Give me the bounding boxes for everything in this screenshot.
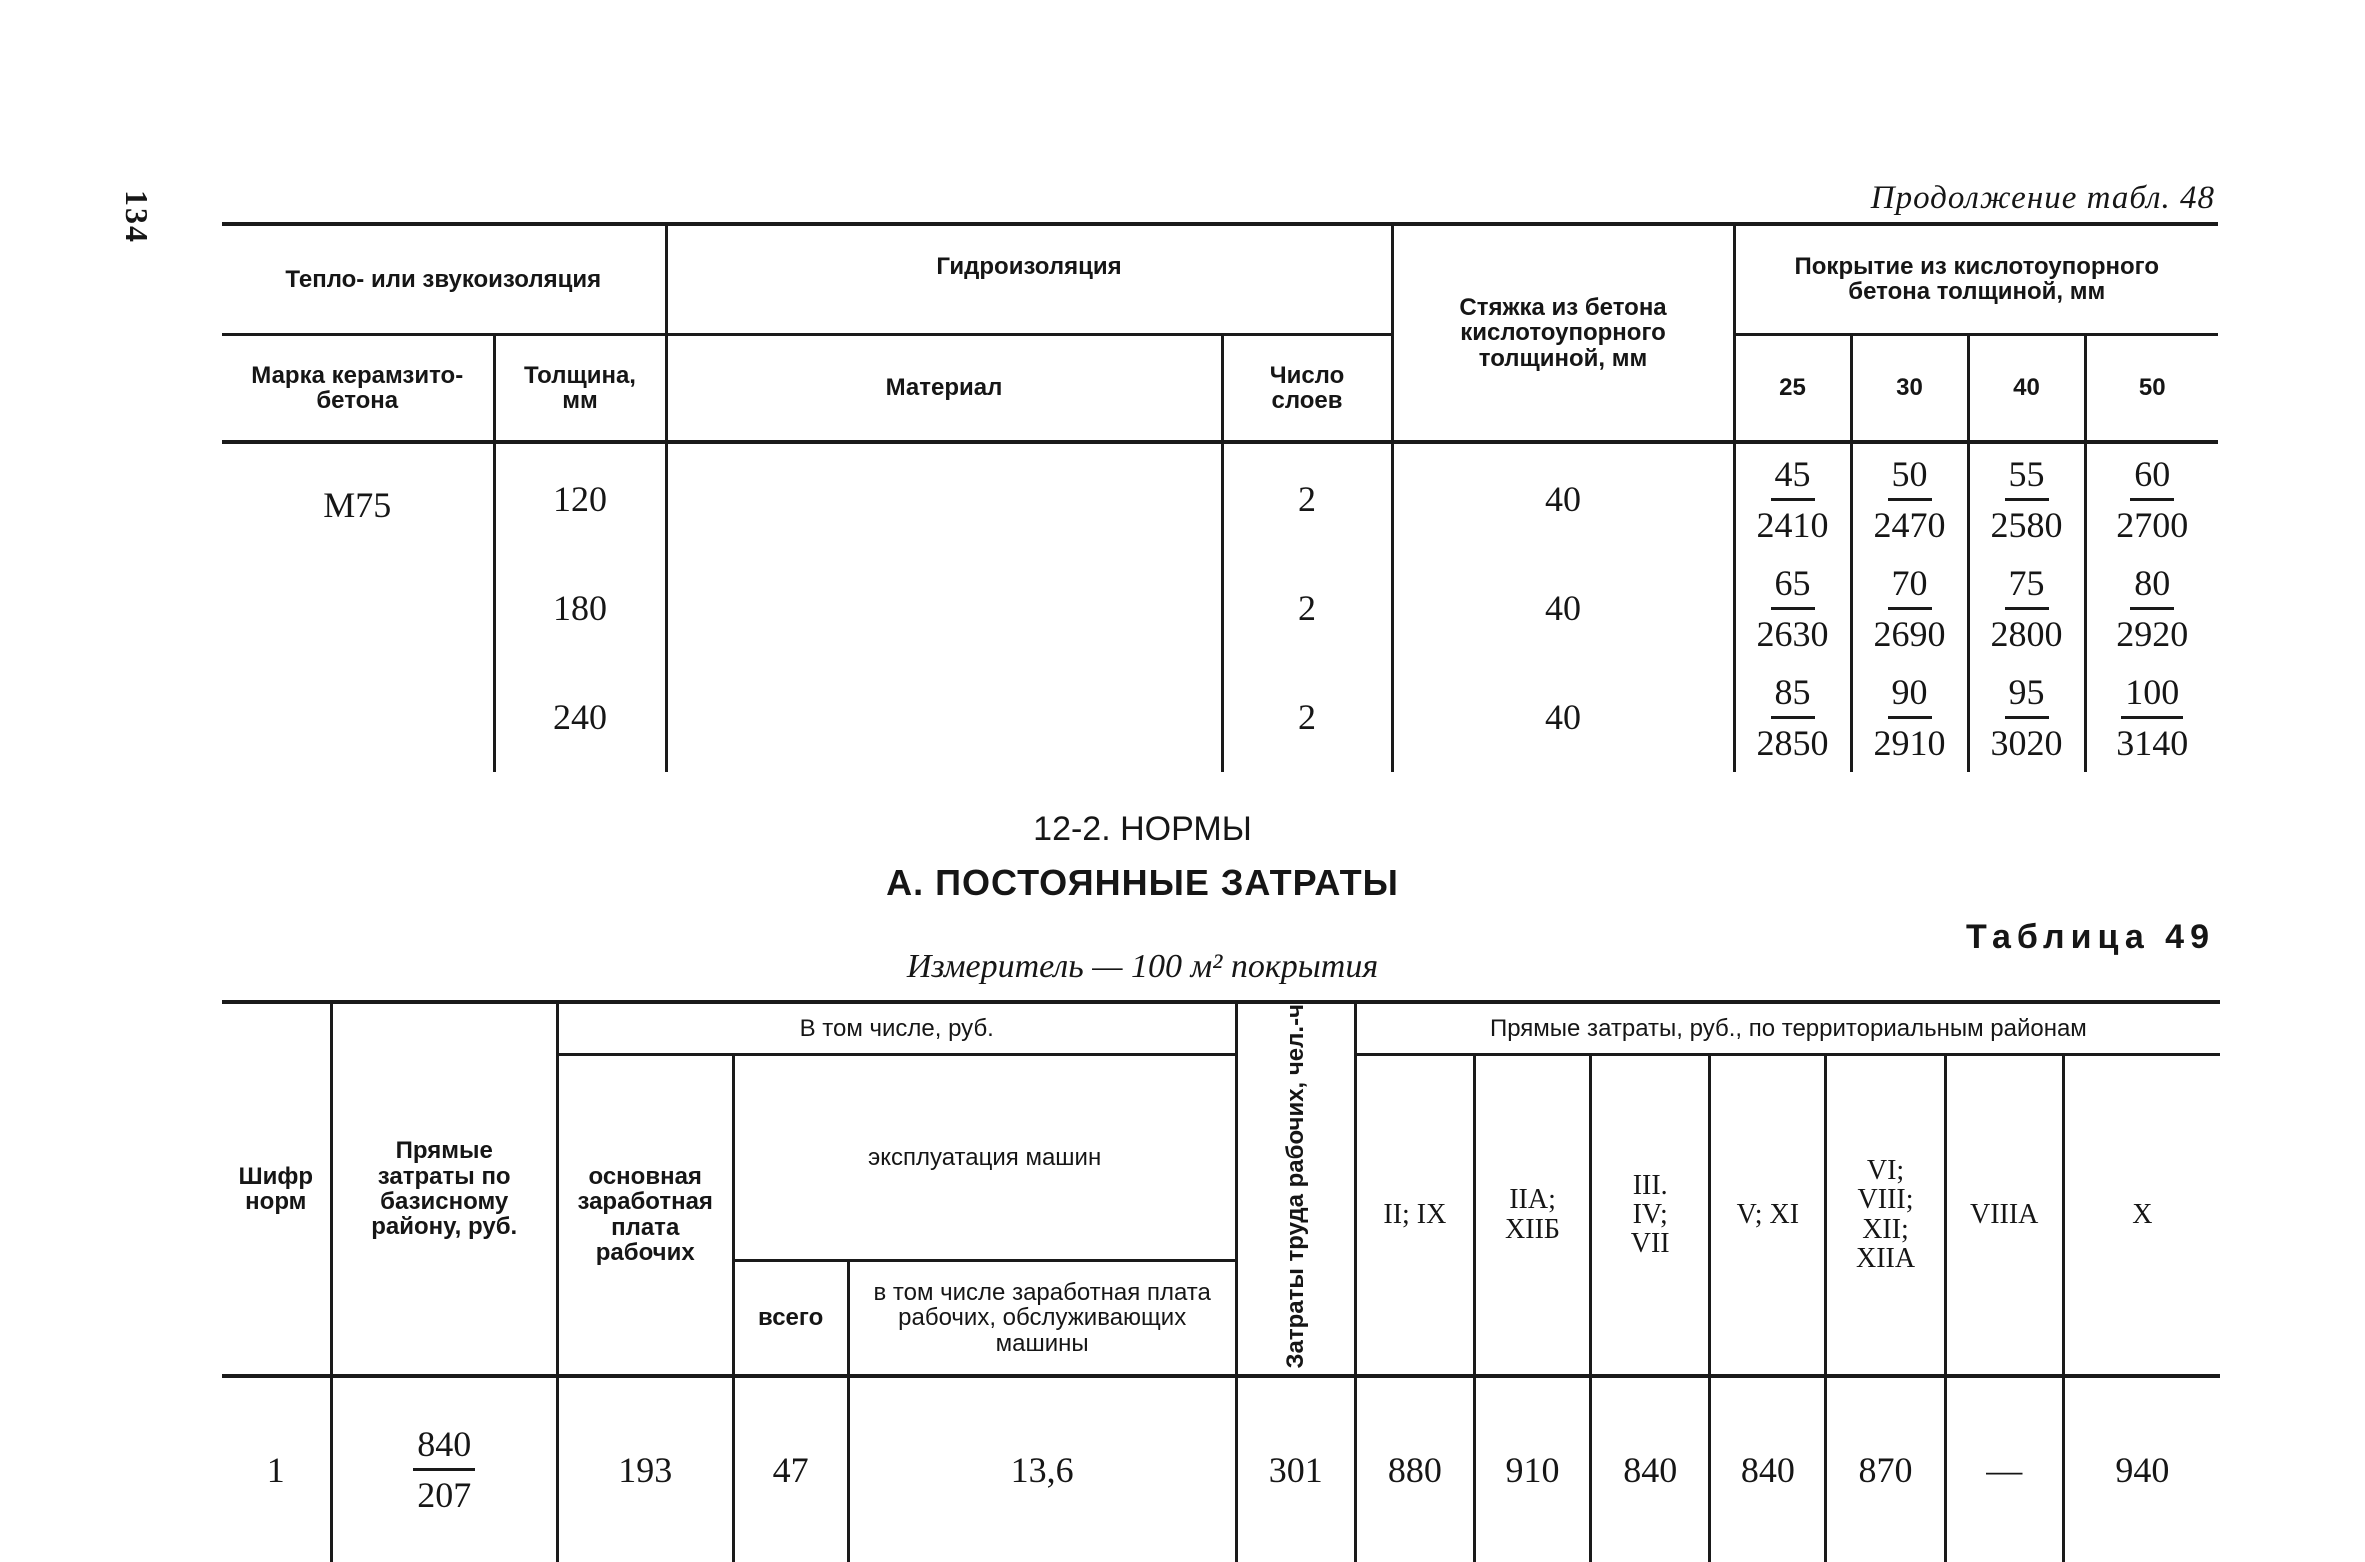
header-cover-thickness: 30 (1851, 334, 1968, 442)
header-cover-thickness: 40 (1968, 334, 2085, 442)
table-label: Таблица 49 (1966, 918, 2215, 956)
section-title: 12-2. НОРМЫ (1033, 810, 1252, 848)
header-region: VI; VIII; XII; XIIА (1826, 1054, 1945, 1376)
fraction-denominator: 2470 (1873, 504, 1946, 545)
header-code: Шифр норм (222, 1002, 331, 1376)
cover-cell (2085, 554, 2218, 662)
regional-cost-cell: 870 (1826, 1376, 1945, 1562)
thickness-cell: 180 (494, 554, 666, 662)
material-cell (666, 442, 1222, 772)
regional-cost-cell: 910 (1474, 1376, 1590, 1562)
fraction-numerator: 55 (2005, 456, 2049, 501)
header-wage: основная заработная плата рабочих (557, 1054, 733, 1376)
header-region: II; IX (1355, 1054, 1474, 1376)
fraction-numerator: 100 (2121, 674, 2183, 719)
fraction-denominator: 2700 (2116, 504, 2189, 545)
layers-cell: 2 (1222, 554, 1392, 662)
fraction-denominator: 2690 (1873, 613, 1946, 654)
cover-cell (1734, 662, 1851, 772)
fraction-numerator: 80 (2130, 565, 2174, 610)
header-machines: эксплуатация машин (733, 1054, 1236, 1261)
header-material: Материал (666, 334, 1222, 442)
table-row (222, 1376, 2220, 1562)
header-machines-total: всего (733, 1261, 848, 1376)
header-machine-wage: в том числе заработная плата рабочих, обслуживающих машины (848, 1261, 1236, 1376)
header-including: В том числе, руб. (557, 1002, 1236, 1054)
machine-wage-cell: 13,6 (848, 1376, 1236, 1562)
header-thickness: Толщина, мм (494, 334, 666, 442)
header-region: IIА; XIIБ (1474, 1054, 1590, 1376)
regional-cost-cell: — (1945, 1376, 2063, 1562)
page-number: 134 (119, 190, 155, 244)
fraction-numerator: 95 (2005, 674, 2049, 719)
header-direct-costs: Прямые затраты по базисному району, руб. (331, 1002, 557, 1376)
fraction-denominator: 2800 (1990, 613, 2063, 654)
thickness-cell: 120 (494, 442, 666, 554)
fraction-numerator: 45 (1771, 456, 1815, 501)
header-region: VIIIА (1945, 1054, 2063, 1376)
table-continuation-caption: Продолжение табл. 48 (1870, 180, 2215, 216)
fraction-denominator: 2580 (1990, 504, 2063, 545)
cover-cell (1851, 442, 1968, 554)
header-acid-cover: Покрытие из кислотоупорного бетона толщиной, мм (1734, 224, 2218, 334)
cover-cell (1851, 662, 1968, 772)
fraction-numerator: 70 (1888, 565, 1932, 610)
fraction-numerator: 840 (413, 1426, 475, 1471)
regional-cost-cell: 940 (2063, 1376, 2220, 1562)
fraction-numerator: 50 (1888, 456, 1932, 501)
header-regional: Прямые затраты, руб., по территориальным районам (1355, 1002, 2220, 1054)
machines-total-cell: 47 (733, 1376, 848, 1562)
regional-cost-cell: 840 (1710, 1376, 1826, 1562)
fraction-denominator: 207 (417, 1475, 472, 1516)
cover-cell (1968, 442, 2085, 554)
layers-cell: 2 (1222, 662, 1392, 772)
fraction-denominator: 2910 (1873, 722, 1946, 763)
section-subtitle: А. ПОСТОЯННЫЕ ЗАТРАТЫ (886, 862, 1399, 903)
fraction-numerator: 65 (1771, 565, 1815, 610)
fraction-denominator: 2630 (1756, 613, 1829, 654)
table-49 (222, 1000, 2220, 1562)
fraction-numerator: 75 (2005, 565, 2049, 610)
fraction-denominator: 3020 (1990, 722, 2063, 763)
layers-cell: 2 (1222, 442, 1392, 554)
direct-cost-cell (331, 1376, 557, 1562)
header-insulation: Тепло- или звукоизоляция (222, 224, 666, 334)
header-waterproofing: Гидроизоляция (666, 224, 1392, 334)
header-cover-thickness: 25 (1734, 334, 1851, 442)
cover-cell (1968, 554, 2085, 662)
measure-caption: Измеритель — 100 м² покрытия (906, 948, 1379, 985)
header-screed: Стяжка из бетона кислотоупорного толщиной, мм (1392, 224, 1734, 442)
header-region: V; XI (1710, 1054, 1826, 1376)
screed-cell: 40 (1392, 442, 1734, 554)
labor-cell: 301 (1236, 1376, 1355, 1562)
fraction-denominator: 2920 (2116, 613, 2189, 654)
table-row (222, 442, 2218, 554)
grade-cell: M75 (222, 442, 494, 772)
fraction-denominator: 2410 (1756, 504, 1829, 545)
header-grade: Марка керамзито-бетона (222, 334, 494, 442)
cover-cell (1851, 554, 1968, 662)
code-cell: 1 (222, 1376, 331, 1562)
fraction-numerator: 85 (1771, 674, 1815, 719)
cover-cell (2085, 662, 2218, 772)
screed-cell: 40 (1392, 662, 1734, 772)
thickness-cell: 240 (494, 662, 666, 772)
header-cover-thickness: 50 (2085, 334, 2218, 442)
regional-cost-cell: 880 (1355, 1376, 1474, 1562)
table-48 (222, 222, 2218, 772)
fraction-denominator: 3140 (2116, 722, 2189, 763)
header-labor: Затраты труда рабочих, чел.-ч (1236, 1002, 1355, 1376)
fraction-denominator: 2850 (1756, 722, 1829, 763)
cover-cell (1734, 554, 1851, 662)
screed-cell: 40 (1392, 554, 1734, 662)
header-region: X (2063, 1054, 2220, 1376)
header-region: III. IV; VII (1591, 1054, 1710, 1376)
cover-cell (2085, 442, 2218, 554)
cover-cell (1734, 442, 1851, 554)
regional-cost-cell: 840 (1591, 1376, 1710, 1562)
header-layers: Число слоев (1222, 334, 1392, 442)
cover-cell (1968, 662, 2085, 772)
wage-cell: 193 (557, 1376, 733, 1562)
fraction-numerator: 90 (1888, 674, 1932, 719)
fraction-numerator: 60 (2130, 456, 2174, 501)
